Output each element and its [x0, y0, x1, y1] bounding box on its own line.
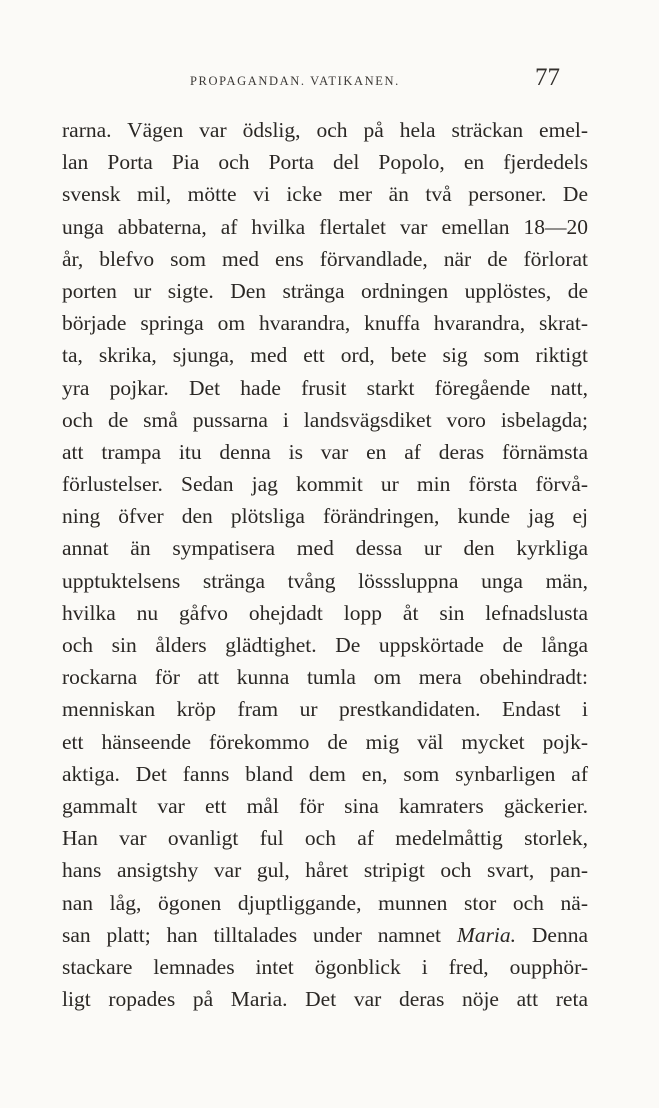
text-line: Han var ovanligt ful och af medelmåttig storlek,	[62, 826, 588, 851]
text-line: hans ansigtshy var gul, håret stripigt och svart, pan-	[62, 858, 588, 883]
body-text	[62, 114, 588, 1015]
text-line: rockarna för att kunna tumla om mera obehindradt:	[62, 665, 588, 690]
text-line: aktiga. Det fanns bland dem en, som synbarligen af	[62, 761, 588, 786]
italic-name: Maria.	[456, 922, 517, 947]
text-segment: san platt; han tilltalades under namnet	[62, 922, 442, 947]
page-number: 77	[535, 64, 560, 91]
text-line: lan Porta Pia och Porta del Popolo, en fjerdedels	[62, 150, 588, 175]
text-line: svensk mil, mötte vi icke mer än två personer. De	[62, 182, 588, 207]
text-line: menniskan kröp fram ur prestkandidaten. Endast i	[62, 697, 588, 722]
text-line: nan låg, ögonen djuptliggande, munnen stor och nä-	[62, 890, 588, 915]
running-head-title: PROPAGANDAN. VATIKANEN.	[190, 74, 400, 88]
text-line: att trampa itu denna is var en af deras förnämsta	[62, 439, 588, 464]
text-line: ligt ropades på Maria. Det var deras nöje att reta	[62, 987, 588, 1012]
text-line: annat än sympatisera med dessa ur den kyrkliga	[62, 536, 588, 561]
text-line: och de små pussarna i landsvägsdiket voro isbelagda;	[62, 407, 588, 432]
text-line: unga abbaterna, af hvilka flertalet var emellan 18—20	[62, 214, 588, 239]
text-line: ning öfver den plötsliga förändringen, kunde jag ej	[62, 504, 588, 529]
text-line: år, blefvo som med ens förvandlade, när de förlorat	[62, 246, 588, 271]
text-line: porten ur sigte. Den stränga ordningen upplöstes, de	[62, 278, 588, 303]
text-line: stackare lemnades intet ögonblick i fred, oupphör-	[62, 954, 588, 979]
text-line: rarna. Vägen var ödslig, och på hela sträckan emel-	[62, 118, 588, 142]
text-line: yra pojkar. Det hade frusit starkt föregående natt,	[62, 375, 588, 400]
text-line: började springa om hvarandra, knuffa hvarandra, skrat-	[62, 311, 588, 336]
text-line: upptuktelsens stränga tvång lösssluppna unga män,	[62, 568, 588, 593]
text-line-with-italic	[62, 919, 588, 951]
text-line: ta, skrika, sjunga, med ett ord, bete sig som riktigt	[62, 343, 588, 368]
text-segment: Denna	[531, 922, 589, 947]
text-line: gammalt var ett mål för sina kamraters gäckerier.	[62, 793, 588, 818]
text-line: förlustelser. Sedan jag kommit ur min första förvå-	[62, 472, 588, 497]
text-line: hvilka nu gåfvo ohejdadt lopp åt sin lefnadslusta	[62, 600, 588, 625]
text-line: och sin ålders glädtighet. De uppskörtade de långa	[62, 633, 588, 657]
text-line: ett hänseende förekommo de mig väl mycket pojk-	[62, 729, 588, 754]
